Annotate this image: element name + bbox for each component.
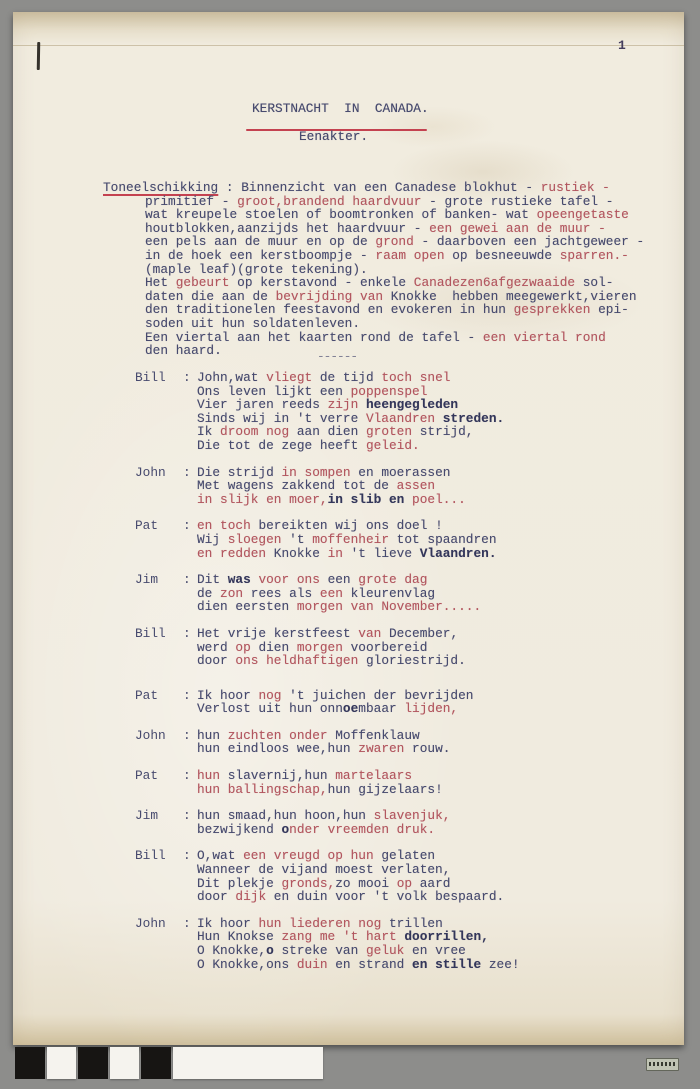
dialogue-line [197, 654, 466, 668]
speaker-colon: : [183, 808, 191, 824]
speaker-label: Bill [135, 370, 166, 385]
dialogue-line [197, 371, 504, 385]
binding-mark [37, 42, 40, 70]
ink-text: epi- [590, 302, 629, 318]
red-ink-text: sloegen [227, 531, 282, 547]
ink-text: werd [197, 639, 236, 655]
dialogue-line [197, 917, 520, 931]
speaker-name [135, 809, 197, 836]
ink-text: was [227, 572, 251, 588]
red-ink-text: martelaars [335, 768, 413, 784]
paper-crease [13, 45, 684, 46]
scale-label-marks [649, 1062, 676, 1066]
calibration-square [110, 1047, 139, 1079]
speaker-colon: : [183, 464, 191, 480]
scale-label [646, 1058, 679, 1071]
dialogue-lines [197, 769, 443, 796]
ink-text: (maple leaf)(grote tekening). [145, 261, 368, 277]
ink-text: den traditionelen feestavond en evokeren in hun [145, 302, 514, 318]
ink-text: Toneelschikking [103, 180, 219, 195]
ink-text: Wanneer de vijand moest verlaten, [197, 862, 451, 878]
stage-line [103, 249, 644, 263]
red-ink-text: raam open [375, 247, 445, 263]
dialogue-block [135, 466, 520, 507]
red-ink-text: en redden [197, 545, 267, 561]
ink-text: Die tot de zege heeft [197, 437, 366, 453]
red-ink-text: bevrijding van [275, 288, 384, 304]
dialogue-line [197, 890, 504, 904]
stage-line [103, 235, 644, 249]
red-ink-text: assen [396, 478, 436, 494]
red-ink-text: Canadezen6afgezwaaide [413, 275, 576, 291]
dialogue-line [197, 466, 466, 480]
ink-text: primitief - [145, 193, 238, 209]
ink-text: gloriestrijd. [358, 653, 466, 669]
ink-text: streden. [435, 410, 505, 426]
ink-text: rouw. [404, 741, 451, 757]
red-ink-text: duin [296, 956, 328, 972]
ink-text: daten die aan de [145, 288, 276, 304]
ink-text: Het vrije kerstfeest [197, 625, 359, 641]
red-ink-text: geleid. [365, 437, 420, 453]
red-ink-text: in sompen [281, 464, 351, 480]
dialogue-line [197, 533, 497, 547]
ink-text: aan dien [289, 424, 366, 440]
red-ink-text: opeengetaste [536, 207, 629, 223]
red-ink-text: sparren.- [559, 247, 629, 263]
speaker-label: Jim [135, 572, 159, 588]
ink-text: door [197, 653, 236, 669]
speaker-name [135, 729, 197, 756]
dialogue-lines [197, 849, 504, 903]
page-number: 1 [618, 38, 626, 53]
ink-text: door [197, 889, 236, 905]
ink-text: Dit [197, 572, 228, 588]
dialogue-block [135, 809, 520, 836]
speaker-label: John [135, 727, 166, 743]
dialogue-line [197, 877, 504, 891]
ink-text: bezwijkend [197, 821, 282, 837]
ink-text: de [197, 585, 221, 601]
ink-text: rees als [243, 585, 320, 601]
ink-text: in de hoek een kerstboompje - [145, 247, 376, 263]
stage-line [103, 290, 644, 304]
dialogue-line [197, 600, 481, 614]
dialogue-block [135, 729, 520, 756]
red-ink-text: nog [258, 687, 282, 703]
dialogue-block [135, 769, 520, 796]
dialogue-lines [197, 627, 466, 668]
dialogue-line [197, 425, 504, 439]
speaker-colon: : [183, 727, 191, 743]
stage-directions [103, 181, 644, 358]
section-divider: ------ [317, 349, 358, 364]
ink-text: : Binnenzicht van een Canadese blokhut - [218, 180, 541, 195]
red-ink-text: morgen [296, 639, 343, 655]
ink-text: o [266, 943, 274, 958]
ink-text: voorbereid [342, 639, 428, 655]
stage-line [103, 331, 644, 345]
calibration-bar [15, 1047, 323, 1079]
ink-text: Knokke [266, 545, 328, 561]
ink-text: John,wat [197, 370, 267, 385]
ink-text: Met wagens zakkend tot de [197, 478, 397, 494]
red-ink-text: zang me 't hart [281, 929, 405, 945]
speaker-label: Pat [135, 518, 159, 534]
red-ink-text: een [319, 585, 343, 601]
ink-text: 't juichen der bevrijden [281, 687, 474, 703]
red-ink-text: groot,brandend haardvuur [237, 193, 422, 209]
red-ink-text: zon [220, 585, 244, 601]
ink-text: slavernij,hun [220, 768, 336, 784]
speaker-label: John [135, 915, 166, 931]
ink-text: 't lieve [342, 545, 420, 561]
stage-line [103, 317, 644, 331]
dialogue-line [197, 439, 504, 453]
ink-text: en stille [412, 956, 482, 972]
calibration-square [141, 1047, 171, 1079]
stage-line [103, 303, 644, 317]
stage-line [103, 181, 644, 195]
ink-text: en moerassen [350, 464, 451, 480]
speaker-colon: : [183, 625, 191, 641]
dialogue-block [135, 849, 520, 903]
ink-text: oe [342, 701, 359, 717]
ink-text: O Knokke, [197, 943, 267, 958]
red-ink-text: zwaren [358, 741, 405, 757]
dialogue-line [197, 849, 504, 863]
stage-line [103, 195, 644, 209]
dialogue-line [197, 944, 520, 958]
red-ink-text: droom nog [220, 424, 290, 440]
dialogue-line [197, 587, 481, 601]
dialogue-block [135, 627, 520, 668]
dialogue-line [197, 519, 497, 533]
ink-text: zee! [481, 956, 520, 972]
dialogue-block [135, 371, 520, 453]
red-ink-text: moffenheir [312, 531, 389, 547]
red-ink-text: slavenjuk, [373, 808, 451, 824]
ink-text: Wij [197, 531, 228, 547]
ink-text: en strand [327, 956, 413, 972]
ink-text: trillen [381, 915, 443, 931]
ink-text: dien [250, 639, 297, 655]
calibration-square [15, 1047, 45, 1079]
ink-text: heengegleden [358, 397, 459, 413]
ink-text: tot spaandren [389, 531, 497, 547]
ink-text: Hun Knokse [197, 929, 282, 945]
dialogue-line [197, 547, 497, 561]
dialogue [135, 371, 520, 984]
ink-text: streke van [273, 943, 366, 958]
ink-text: - grote rustieke tafel - [421, 193, 614, 209]
speaker-name [135, 573, 197, 614]
stage-line [103, 344, 644, 358]
ink-text: hun [197, 727, 228, 743]
speaker-colon: : [183, 768, 191, 784]
ink-text: mbaar [358, 701, 405, 717]
ink-text: op besneeuwde [444, 247, 560, 263]
dialogue-line [197, 863, 504, 877]
dialogue-line [197, 479, 466, 493]
ink-text: strijd, [412, 424, 474, 440]
document-title: KERSTNACHT IN CANADA. [252, 101, 429, 116]
dialogue-line [197, 398, 504, 412]
ink-text: Knokke hebben meegewerkt,vieren [383, 288, 637, 304]
ink-text: Dit plekje [197, 875, 282, 891]
ink-text: een pels aan de muur en op de [145, 234, 376, 250]
red-ink-text: in slijk en moer, [197, 491, 328, 507]
red-ink-text: toch snel [381, 370, 451, 385]
red-ink-text: groten [365, 424, 413, 440]
ink-text: Ik hoor [197, 687, 259, 703]
ink-text: aard [412, 875, 451, 891]
ink-text: op kerstavond - enkele [229, 275, 414, 291]
ink-text: December, [381, 625, 459, 641]
ink-text: Het [145, 275, 176, 291]
red-ink-text: in [327, 545, 343, 561]
calibration-square [47, 1047, 76, 1079]
ink-text: Een viertal aan het kaarten rond de tafel - [145, 329, 483, 345]
ink-text: dien eersten [197, 599, 297, 615]
ink-text: O Knokke,ons [197, 956, 297, 972]
ink-text: doorrillen, [404, 929, 489, 945]
ink-text: Ik [197, 424, 221, 440]
red-ink-text: hun [197, 768, 221, 784]
ink-text: Sinds wij in 't verre [197, 410, 366, 426]
dialogue-line [197, 809, 450, 823]
ink-text: houtblokken,aanzijds het haardvuur - [145, 220, 430, 236]
ink-text: O,wat [197, 848, 244, 864]
stage-line [103, 208, 644, 222]
dialogue-lines [197, 371, 504, 453]
red-ink-text: gesprekken [513, 302, 591, 318]
dialogue-lines [197, 466, 466, 507]
speaker-colon: : [183, 687, 191, 703]
speaker-label: John [135, 464, 166, 480]
red-ink-text: rustiek - [540, 180, 610, 195]
stage-line [103, 222, 644, 236]
red-ink-text: dijk [235, 889, 267, 905]
document-page [13, 12, 684, 1045]
ink-text: en vree [404, 943, 466, 958]
dialogue-line [197, 627, 466, 641]
dialogue-line [197, 958, 520, 972]
ink-text: bereikten wij ons doel ! [250, 518, 443, 534]
dialogue-line [197, 385, 504, 399]
ink-text: Moffenklauw [327, 727, 420, 743]
ink-text: wat kreupele stoelen of boomtronken of banken- wat [145, 207, 537, 223]
dialogue-block [135, 917, 520, 971]
dialogue-block [135, 573, 520, 614]
dialogue-line [197, 729, 450, 743]
dialogue-line [197, 783, 443, 797]
ink-text: Ik hoor [197, 915, 259, 931]
ink-text: hun smaad,hun hoon,hun [197, 808, 374, 824]
dialogue-line [197, 930, 520, 944]
red-ink-text: een viertal rond [482, 329, 606, 345]
dialogue-line [197, 493, 466, 507]
red-ink-text: poel... [404, 491, 466, 507]
red-ink-text: en toch [197, 518, 251, 534]
dialogue-line [197, 641, 466, 655]
red-ink-text: zuchten onder [227, 727, 328, 743]
stage-line [103, 263, 644, 277]
dialogue-line [197, 689, 473, 703]
red-ink-text: hun ballingschap, [197, 781, 328, 797]
stage-line [103, 276, 644, 290]
ink-text: een [319, 572, 359, 588]
speaker-label: Bill [135, 625, 166, 641]
ink-text: zo mooi [335, 875, 397, 891]
speaker-name [135, 466, 197, 507]
red-ink-text: gronds, [281, 875, 336, 891]
calibration-square [173, 1047, 323, 1079]
red-ink-text: poppenspel [350, 383, 428, 399]
dialogue-block [135, 519, 520, 560]
ink-text: en duin voor 't volk bespaard. [266, 889, 505, 905]
speaker-label: Bill [135, 848, 166, 864]
red-ink-text: hun liederen nog [258, 915, 382, 931]
speaker-name [135, 769, 197, 796]
dialogue-lines [197, 519, 497, 560]
dialogue-line [197, 769, 443, 783]
dialogue-block [135, 689, 520, 716]
speaker-name [135, 917, 197, 971]
ink-text: o [281, 821, 290, 837]
speaker-name [135, 689, 197, 716]
dialogue-line [197, 573, 481, 587]
dialogue-lines [197, 729, 450, 756]
ink-text: Vier jaren reeds [197, 397, 328, 413]
red-ink-text: grond [375, 234, 414, 250]
ink-text: in slib en [327, 491, 405, 507]
ink-text: de tijd [312, 370, 382, 385]
red-ink-text: een gewei aan de muur - [429, 220, 606, 236]
ink-text: den haard. [145, 343, 222, 359]
dialogue-lines [197, 809, 450, 836]
ink-text: Die strijd [197, 464, 282, 480]
speaker-colon: : [183, 848, 191, 864]
dialogue-line [197, 412, 504, 426]
red-ink-text: gebeurt [175, 275, 230, 291]
ink-text: hun eindloos wee,hun [197, 741, 359, 757]
ink-text: hun gijzelaars! [327, 781, 443, 797]
speaker-colon: : [183, 915, 191, 931]
speaker-label: Jim [135, 808, 159, 824]
calibration-square [78, 1047, 108, 1079]
red-ink-text: een vreugd op hun [243, 848, 374, 864]
speaker-name [135, 849, 197, 903]
ink-text: 't [281, 531, 313, 547]
ink-text: Verlost uit hun onn [197, 701, 343, 717]
speaker-colon: : [183, 518, 191, 534]
dialogue-line [197, 742, 450, 756]
dialogue-lines [197, 573, 481, 614]
ink-text: sol- [575, 275, 614, 291]
ink-text: Vlaandren. [419, 545, 497, 561]
red-ink-text: ons heldhaftigen [235, 653, 359, 669]
speaker-name [135, 371, 197, 453]
speaker-name [135, 627, 197, 668]
red-ink-text: nder vreemden druk. [289, 821, 436, 837]
ink-text: kleurenvlag [342, 585, 436, 601]
red-ink-text: van [358, 625, 382, 641]
red-ink-text: grote dag [358, 572, 428, 588]
red-ink-text: morgen van November..... [296, 599, 482, 615]
red-ink-text: vliegt [266, 370, 313, 385]
dialogue-lines [197, 689, 473, 716]
red-ink-text: zijn [327, 397, 359, 413]
dialogue-line [197, 823, 450, 837]
speaker-name [135, 519, 197, 560]
speaker-colon: : [183, 370, 191, 385]
dialogue-lines [197, 917, 520, 971]
speaker-colon: : [183, 572, 191, 588]
ink-text: gelaten [373, 848, 436, 864]
red-ink-text: op [235, 639, 251, 655]
red-ink-text: op [396, 875, 413, 891]
speaker-label: Pat [135, 768, 159, 784]
document-subtitle: Eenakter. [299, 129, 369, 144]
red-ink-text: voor ons [258, 572, 320, 588]
ink-text: soden uit hun soldatenleven. [145, 315, 361, 331]
red-ink-text: geluk [365, 943, 405, 958]
ink-text: - daarboven een jachtgeweer - [413, 234, 645, 250]
ink-text: Ons leven lijkt een [197, 383, 351, 399]
red-ink-text: Vlaandren [365, 410, 436, 426]
speaker-label: Pat [135, 687, 159, 703]
red-ink-text: lijden, [404, 701, 459, 717]
dialogue-line [197, 702, 473, 716]
